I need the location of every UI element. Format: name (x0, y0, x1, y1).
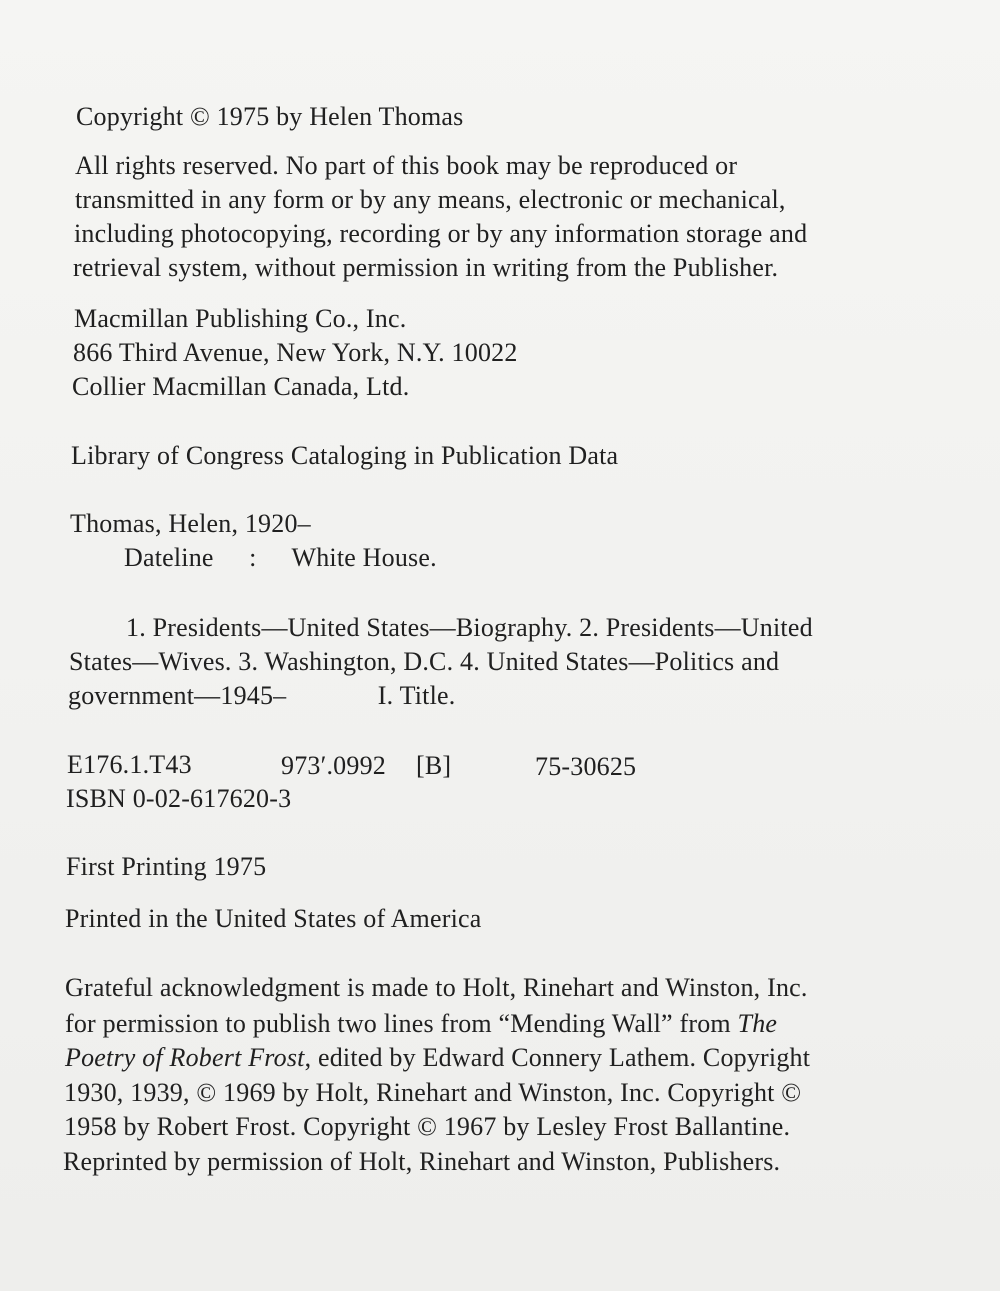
cip-lccn: 75-30625 (535, 752, 637, 781)
rights-line: transmitted in any form or by any means, electronic or mechanical, (75, 185, 786, 214)
acknowledgment-line: 1930, 1939, © 1969 by Holt, Rinehart and Winston, Inc. Copyright © (64, 1078, 802, 1107)
cip-subjects-line (68, 679, 455, 713)
first-printing: First Printing 1975 (66, 852, 267, 881)
cip-subjects-line: States—Wives. 3. Washington, D.C. 4. United States—Politics and (69, 647, 780, 676)
acknowledgment-line (65, 1041, 810, 1075)
cip-isbn: ISBN 0-02-617620-3 (66, 784, 292, 813)
acknowledgment-line (65, 1007, 777, 1041)
cip-subjects-line: 1. Presidents—United States—Biography. 2. Presidents—United (126, 613, 813, 642)
copyright-line: Copyright © 1975 by Helen Thomas (76, 102, 464, 131)
publisher-line: Macmillan Publishing Co., Inc. (74, 304, 407, 333)
cip-heading: Library of Congress Cataloging in Publication Data (71, 441, 619, 470)
acknowledgment-book-title: The (737, 1009, 778, 1038)
publisher-line: 866 Third Avenue, New York, N.Y. 10022 (73, 338, 518, 367)
cip-author: Thomas, Helen, 1920– (70, 509, 311, 538)
cip-title-separator: : (249, 543, 257, 572)
cip-title-suffix: White House. (291, 543, 437, 572)
acknowledgment-text: , edited by Edward Connery Lathem. Copyright (304, 1043, 811, 1072)
acknowledgment-book-title: Poetry of Robert Frost (65, 1043, 305, 1072)
cip-subjects-title: I. Title. (377, 681, 456, 710)
cip-dewey: 973′.0992 (281, 751, 386, 780)
publisher-line: Collier Macmillan Canada, Ltd. (72, 372, 410, 401)
printed-in: Printed in the United States of America (65, 904, 482, 933)
acknowledgment-line: 1958 by Robert Frost. Copyright © 1967 by Lesley Frost Ballantine. (64, 1112, 791, 1141)
acknowledgment-line: Grateful acknowledgment is made to Holt, Rinehart and Winston, Inc. (65, 973, 808, 1002)
cip-bracket: [B] (416, 751, 452, 780)
cip-title-prefix: Dateline (124, 543, 214, 572)
cip-call-number: E176.1.T43 (67, 750, 192, 779)
cip-subjects-last: government—1945– (68, 681, 287, 710)
acknowledgment-text: for permission to publish two lines from “Mending Wall” from (65, 1009, 738, 1038)
rights-line: retrieval system, without permission in writing from the Publisher. (73, 253, 779, 282)
acknowledgment-line: Reprinted by permission of Holt, Rinehart and Winston, Publishers. (63, 1147, 781, 1176)
rights-line: including photocopying, recording or by any information storage and (74, 219, 808, 248)
cip-title (124, 541, 437, 575)
rights-line: All rights reserved. No part of this book may be reproduced or (75, 151, 738, 180)
